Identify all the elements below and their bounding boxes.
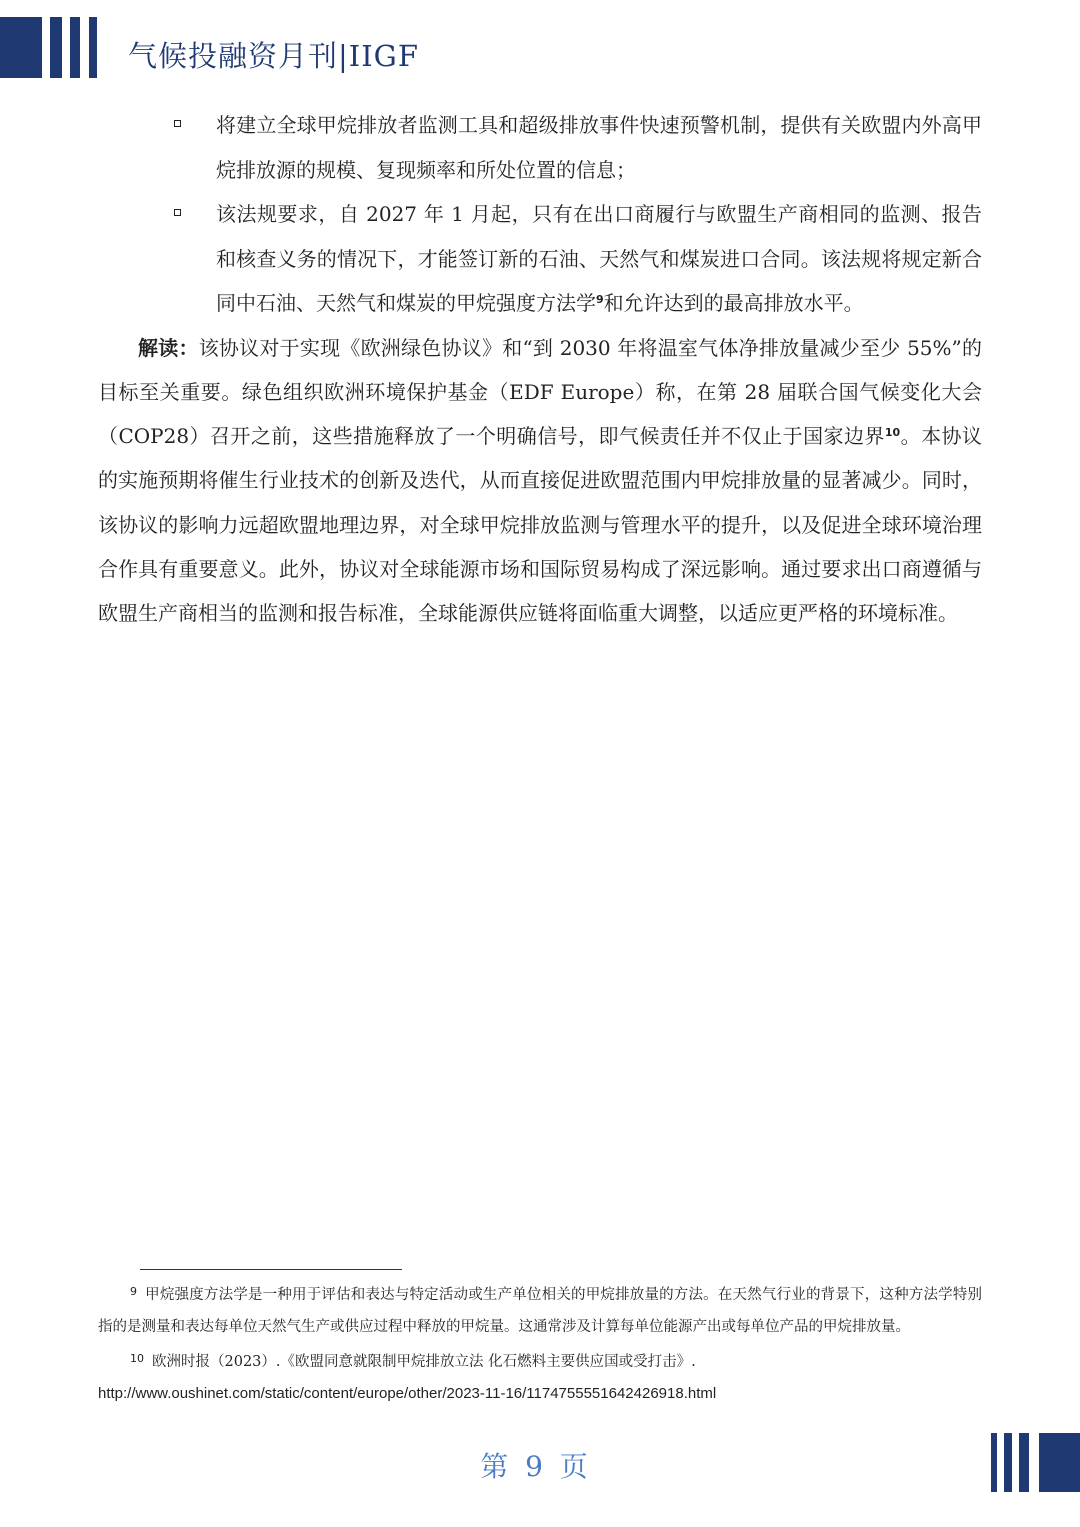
footnote-number: 10: [130, 1352, 144, 1365]
footer-bar-1: [991, 1433, 997, 1492]
footer-bar-3: [1019, 1433, 1029, 1492]
footnote-number: 9: [130, 1285, 137, 1298]
page-number: 第 9 页: [480, 1450, 592, 1483]
footnote-url-line: [98, 1378, 982, 1410]
footnote-text: 欧洲时报（2023）.《欧盟同意就限制甲烷排放立法 化石燃料主要供应国或受打击》.: [152, 1354, 696, 1370]
footnote-9: [98, 1276, 982, 1343]
footnote-ref-10[interactable]: 10: [884, 426, 901, 440]
header-bar-1: [50, 17, 62, 78]
footnotes: [98, 1276, 982, 1410]
footnote-url-link[interactable]: http://www.oushinet.com/static/content/europe/other/2023-11-16/1174755551642426918.html: [98, 1385, 717, 1402]
analysis-text: 该协议对于实现《欧洲绿色协议》和“到 2030 年将温室气体净排放量减少至少 55%”的目标至关重要。绿色组织欧洲环境保护基金（EDF Europe）称，在第 28 届联合国气候变化大会（COP28）召开之前，这些措施释放了一个明确信号，即气候责任并不仅止于国家边界: [98, 335, 982, 449]
footnote-divider: [140, 1269, 402, 1270]
analysis-label: 解读：: [138, 335, 199, 360]
footnote-10: [98, 1343, 982, 1378]
bullet-text: 将建立全球甲烷排放者监测工具和超级排放事件快速预警机制，提供有关欧盟内外高甲烷排放源的规模、复现频率和所处位置的信息；: [216, 113, 982, 182]
footer-bar-wide: [1039, 1433, 1080, 1492]
header-bar-2: [70, 17, 80, 78]
main-content: [98, 103, 982, 636]
analysis-paragraph: [98, 326, 982, 636]
square-bullet-icon: [174, 209, 181, 216]
bullet-text-tail: 和允许达到的最高排放水平。: [603, 291, 864, 315]
header-bar-3: [89, 17, 97, 78]
footnote-text: 甲烷强度方法学是一种用于评估和表达与特定活动或生产单位相关的甲烷排放量的方法。在天然气行业的背景下，这种方法学特别指的是测量和表达每单位天然气生产或供应过程中释放的甲烷量。这通常涉及计算每单位能源产出或每单位产品的甲烷排放量。: [98, 1287, 982, 1335]
footnote-ref-9[interactable]: 9: [596, 293, 604, 306]
square-bullet-icon: [174, 120, 181, 127]
header-bar-wide: [0, 17, 42, 78]
bullet-text: 该法规要求，自 2027 年 1 月起，只有在出口商履行与欧盟生产商相同的监测、报告和核查义务的情况下，才能签订新的石油、天然气和煤炭进口合同。该法规将规定新合同中石油、天然气和煤炭的甲烷强度方法学: [216, 202, 982, 315]
bullet-item: [98, 103, 982, 192]
analysis-text-tail: 。本协议的实施预期将催生行业技术的创新及迭代，从而直接促进欧盟范围内甲烷排放量的显著减少。同时，该协议的影响力远超欧盟地理边界，对全球甲烷排放监测与管理水平的提升，以及促进全球环境治理合作具有重要意义。此外，协议对全球能源市场和国际贸易构成了深远影响。通过要求出口商遵循与欧盟生产商相当的监测和报告标准，全球能源供应链将面临重大调整，以适应更严格的环境标准。: [98, 424, 983, 626]
header-title: 气候投融资月刊|IIGF: [128, 39, 419, 73]
bullet-item: [98, 192, 982, 326]
footer-bar-2: [1004, 1433, 1012, 1492]
